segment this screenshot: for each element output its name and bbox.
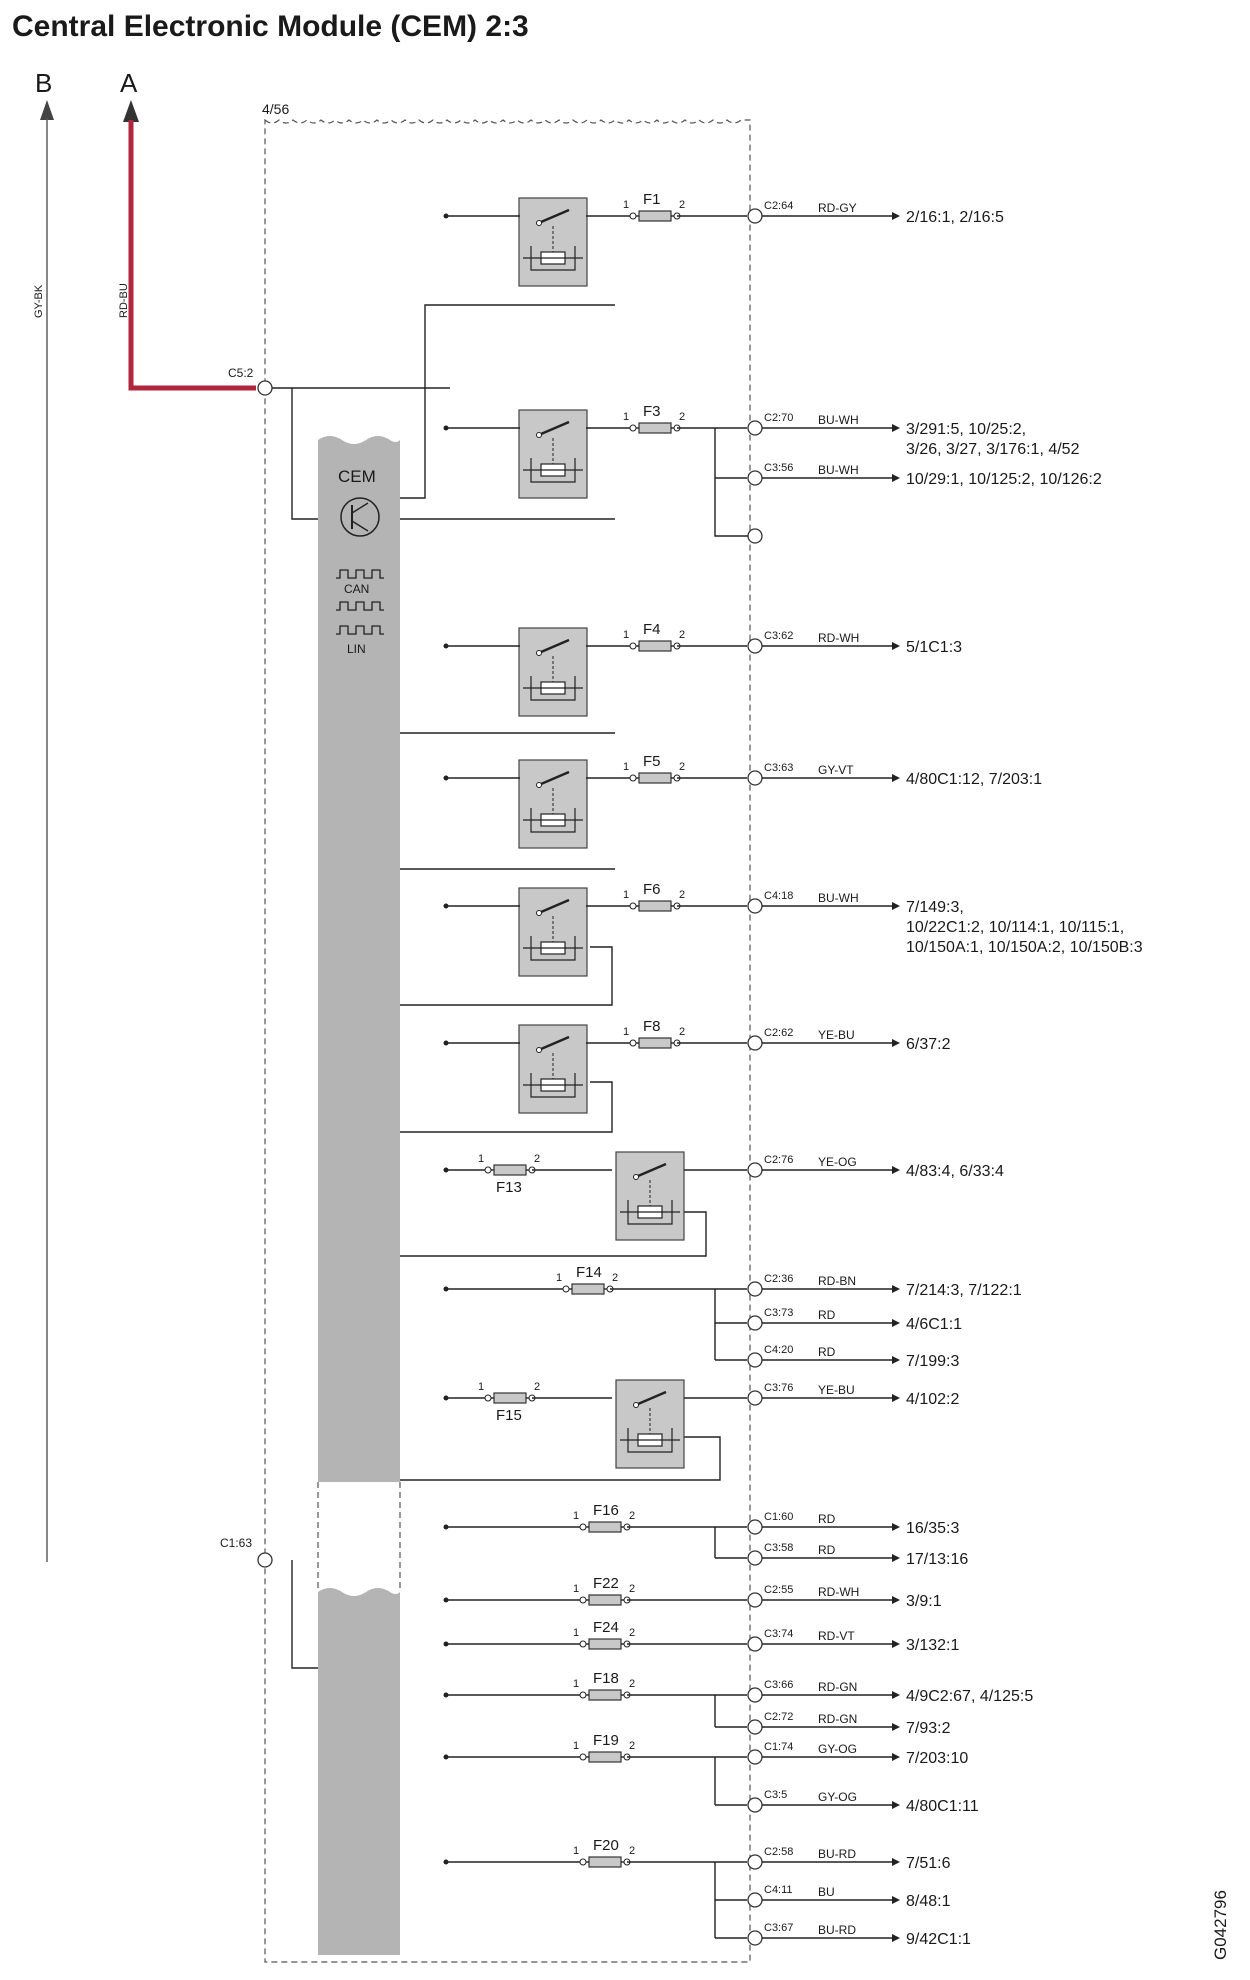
connector-label: C3:5	[764, 1789, 788, 1801]
fuse-f3	[630, 423, 680, 433]
connector-label: C2:70	[764, 412, 794, 424]
connector-label: C3:63	[764, 762, 794, 774]
fuse-label: F1	[643, 191, 661, 208]
connector-label: C4:18	[764, 890, 794, 902]
fuse-pin2-label: 2	[679, 411, 686, 423]
wire-color-label: RD-WH	[818, 1585, 860, 1599]
circuit-row	[444, 1264, 1022, 1299]
fuse-pin1-label: 1	[623, 761, 630, 773]
connector-c163-label: C1:63	[220, 1536, 253, 1550]
destination-ref: 16/35:3	[906, 1520, 960, 1537]
fuse-label: F13	[496, 1179, 522, 1196]
circuit-row	[444, 881, 1143, 976]
fuse-pin1-label: 1	[556, 1272, 563, 1284]
fuse-f18	[580, 1690, 630, 1700]
output-arrow	[892, 1356, 900, 1364]
fuse-label: F6	[643, 881, 661, 898]
wire-color-label: BU-RD	[818, 1847, 856, 1861]
fuse-f24	[580, 1639, 630, 1649]
destination-ref: 8/48:1	[906, 1893, 951, 1910]
output-arrow	[892, 774, 900, 782]
circuit-row	[444, 1670, 1034, 1705]
connector-c52-label: C5:2	[228, 366, 254, 380]
destination-ref: 10/29:1, 10/125:2, 10/126:2	[906, 471, 1102, 488]
connector-label: C2:58	[764, 1846, 794, 1858]
circuit-row	[444, 753, 1043, 848]
destination-ref: 3/26, 3/27, 3/176:1, 4/52	[906, 441, 1080, 458]
connector-label: C3:74	[764, 1628, 794, 1640]
connector-pin	[748, 209, 762, 223]
circuit-row	[444, 1018, 951, 1113]
circuit-row	[444, 1619, 960, 1654]
cem-label: CEM	[338, 467, 376, 486]
relay-icon	[616, 1380, 684, 1468]
ref-a-label: A	[120, 68, 138, 98]
ref-b-label: B	[35, 68, 53, 98]
fuse-f1	[630, 211, 680, 221]
connector-label: C2:62	[764, 1027, 794, 1039]
connector-label: C2:64	[764, 200, 794, 212]
circuit-row	[444, 621, 963, 716]
connector-pin	[748, 1798, 762, 1812]
connector-label: C4:20	[764, 1344, 794, 1356]
circuit-row	[444, 1837, 951, 1872]
output-arrow	[892, 642, 900, 650]
destination-ref: 7/214:3, 7/122:1	[906, 1282, 1022, 1299]
document-id: G042796	[1211, 1890, 1230, 1960]
connector-pin	[748, 1163, 762, 1177]
fuse-pin1-label: 1	[573, 1583, 580, 1595]
fuse-pin2-label: 2	[534, 1381, 541, 1393]
fuse-label: F15	[496, 1407, 522, 1424]
connector-label: C2:55	[764, 1584, 794, 1596]
fuse-f13	[485, 1165, 535, 1175]
destination-ref: 3/291:5, 10/25:2,	[906, 421, 1027, 438]
circuit-row	[444, 1575, 942, 1610]
destination-ref: 7/199:3	[906, 1353, 960, 1370]
wire-color-label: BU-RD	[818, 1923, 856, 1937]
connector-label: C3:76	[764, 1382, 794, 1394]
output-arrow	[892, 1801, 900, 1809]
connector-pin	[748, 1593, 762, 1607]
wire-color-label: BU-WH	[818, 413, 859, 427]
connector-label: C3:67	[764, 1922, 794, 1934]
output-arrow	[892, 1523, 900, 1531]
wire-color-label: RD-WH	[818, 631, 860, 645]
destination-ref: 7/93:2	[906, 1720, 951, 1737]
connector-pin	[748, 1720, 762, 1734]
destination-ref: 17/13:16	[906, 1551, 969, 1568]
fuse-f19	[580, 1752, 630, 1762]
relay-icon	[519, 410, 587, 498]
output-arrow	[892, 1319, 900, 1327]
fuse-f20	[580, 1857, 630, 1867]
circuit-row	[444, 191, 1004, 286]
relay-icon	[519, 888, 587, 976]
connector-label: C2:36	[764, 1273, 794, 1285]
ref-a-wire	[131, 120, 256, 388]
relay-icon	[616, 1152, 684, 1240]
output-arrow	[892, 1640, 900, 1648]
wire-a-label: RD-BU	[118, 283, 130, 318]
destination-ref: 7/203:10	[906, 1750, 969, 1767]
connector-pin	[748, 1931, 762, 1945]
destination-ref: 3/9:1	[906, 1593, 942, 1610]
output-arrow	[892, 1934, 900, 1942]
connector-pin	[748, 1637, 762, 1651]
fuse-pin2-label: 2	[679, 761, 686, 773]
wire-color-label: GY-OG	[818, 1742, 857, 1756]
fuse-pin2-label: 2	[629, 1583, 636, 1595]
connector-label: C1:74	[764, 1741, 794, 1753]
destination-ref: 4/83:4, 6/33:4	[906, 1163, 1004, 1180]
wire-color-label: RD-GN	[818, 1712, 858, 1726]
relay-icon	[519, 1025, 587, 1113]
connector-label: C3:66	[764, 1679, 794, 1691]
destination-ref: 5/1C1:3	[906, 639, 963, 656]
output-arrow	[892, 1166, 900, 1174]
relay-icon	[519, 198, 587, 286]
circuit-row	[444, 1732, 969, 1767]
page-ref: 4/56	[262, 101, 290, 117]
connector-pin	[748, 771, 762, 785]
connector-pin	[748, 899, 762, 913]
fuse-pin1-label: 1	[623, 1026, 630, 1038]
fuse-f6	[630, 901, 680, 911]
wire-color-label: YE-BU	[818, 1383, 855, 1397]
fuse-pin1-label: 1	[573, 1627, 580, 1639]
destination-ref: 4/6C1:1	[906, 1316, 963, 1333]
fuse-f5	[630, 773, 680, 783]
wire-color-label: RD	[818, 1512, 836, 1526]
fuse-pin1-label: 1	[573, 1678, 580, 1690]
connector-pin	[748, 1282, 762, 1296]
fuse-label: F18	[593, 1670, 619, 1687]
wire-color-label: RD-GN	[818, 1680, 858, 1694]
fuse-label: F19	[593, 1732, 619, 1749]
connector-pin	[748, 421, 762, 435]
page-title: Central Electronic Module (CEM) 2:3	[12, 10, 529, 43]
connector-pin	[748, 1893, 762, 1907]
wire-color-label: YE-OG	[818, 1155, 857, 1169]
can-label: CAN	[344, 582, 370, 596]
fuse-pin1-label: 1	[573, 1740, 580, 1752]
destination-ref: 10/150A:1, 10/150A:2, 10/150B:3	[906, 939, 1143, 956]
connector-c52-pin	[258, 381, 272, 395]
wire-color-label: GY-VT	[818, 763, 854, 777]
wire-color-label: BU-WH	[818, 891, 859, 905]
destination-ref: 4/80C1:12, 7/203:1	[906, 771, 1043, 788]
circuit-row	[444, 1152, 1004, 1240]
wire-color-label: YE-BU	[818, 1028, 855, 1042]
fuse-pin2-label: 2	[612, 1272, 619, 1284]
destination-ref: 9/42C1:1	[906, 1931, 971, 1948]
cem-bar-lower	[318, 1588, 400, 1955]
fuse-label: F4	[643, 621, 661, 638]
fuse-f4	[630, 641, 680, 651]
lin-label: LIN	[347, 642, 366, 656]
destination-ref: 4/80C1:11	[906, 1798, 979, 1815]
fuse-label: F16	[593, 1502, 619, 1519]
circuit-row	[444, 1380, 960, 1468]
fuse-label: F3	[643, 403, 661, 420]
output-arrow	[892, 1723, 900, 1731]
fuse-pin1-label: 1	[623, 629, 630, 641]
connector-label: C2:72	[764, 1711, 794, 1723]
output-arrow	[892, 1039, 900, 1047]
output-arrow	[892, 1596, 900, 1604]
wire-color-label: RD	[818, 1308, 836, 1322]
fuse-pin1-label: 1	[478, 1153, 485, 1165]
connector-pin	[748, 1520, 762, 1534]
fuse-pin2-label: 2	[629, 1678, 636, 1690]
connector-pin	[748, 1551, 762, 1565]
wire-color-label: BU	[818, 1885, 835, 1899]
fuse-label: F20	[593, 1837, 619, 1854]
wire-color-label: RD-BN	[818, 1274, 856, 1288]
output-arrow	[892, 1554, 900, 1562]
fuse-label: F22	[593, 1575, 619, 1592]
fuse-rows	[444, 191, 1143, 1948]
fuse-pin2-label: 2	[534, 1153, 541, 1165]
fuse-pin1-label: 1	[623, 411, 630, 423]
wire-b-label: GY-BK	[33, 284, 45, 318]
connector-pin	[748, 471, 762, 485]
c163-drop	[292, 1560, 318, 1668]
output-arrow	[892, 902, 900, 910]
relay-icon	[519, 628, 587, 716]
connector-pin	[748, 1391, 762, 1405]
ref-b-arrowhead	[40, 100, 54, 120]
fuse-pin1-label: 1	[623, 889, 630, 901]
destination-ref: 10/22C1:2, 10/114:1, 10/115:1,	[906, 919, 1125, 936]
fuse-pin2-label: 2	[629, 1510, 636, 1522]
fuse-f16	[580, 1522, 630, 1532]
destination-ref: 2/16:1, 2/16:5	[906, 209, 1004, 226]
fuse-f14	[563, 1284, 613, 1294]
fuse-pin1-label: 1	[573, 1845, 580, 1857]
connector-pin-spare	[748, 529, 762, 543]
fuse-pin1-label: 1	[478, 1381, 485, 1393]
fuse-pin1-label: 1	[573, 1510, 580, 1522]
fuse-label: F5	[643, 753, 661, 770]
wire-color-label: RD-GY	[818, 201, 857, 215]
connector-label: C1:60	[764, 1511, 794, 1523]
connector-label: C3:56	[764, 462, 794, 474]
destination-ref: 4/9C2:67, 4/125:5	[906, 1688, 1034, 1705]
wire-color-label: RD	[818, 1345, 836, 1359]
output-arrow	[892, 1394, 900, 1402]
output-arrow	[892, 1858, 900, 1866]
output-arrow	[892, 212, 900, 220]
ref-a-arrowhead	[123, 100, 139, 122]
destination-ref: 7/51:6	[906, 1855, 951, 1872]
connector-pin	[748, 639, 762, 653]
fuse-pin2-label: 2	[679, 629, 686, 641]
wire-color-label: GY-OG	[818, 1790, 857, 1804]
output-arrow	[892, 1285, 900, 1293]
output-arrow	[892, 1896, 900, 1904]
destination-ref: 3/132:1	[906, 1637, 960, 1654]
output-arrow	[892, 424, 900, 432]
connector-label: C3:62	[764, 630, 794, 642]
wire-color-label: BU-WH	[818, 463, 859, 477]
wire-color-label: RD	[818, 1543, 836, 1557]
fuse-pin2-label: 2	[629, 1845, 636, 1857]
c52-drop	[292, 388, 318, 519]
output-arrow	[892, 1753, 900, 1761]
fuse-f8	[630, 1038, 680, 1048]
connector-label: C4:11	[764, 1884, 793, 1896]
relay-icon	[519, 760, 587, 848]
destination-ref: 6/37:2	[906, 1036, 951, 1053]
fuse-pin2-label: 2	[679, 1026, 686, 1038]
connector-pin	[748, 1036, 762, 1050]
connector-pin	[748, 1688, 762, 1702]
connector-pin	[748, 1855, 762, 1869]
wire-color-label: RD-VT	[818, 1629, 855, 1643]
fuse-pin1-label: 1	[623, 199, 630, 211]
output-arrow	[892, 1691, 900, 1699]
fuse-label: F8	[643, 1018, 661, 1035]
connector-pin	[748, 1353, 762, 1367]
connector-pin	[748, 1316, 762, 1330]
fuse-pin2-label: 2	[629, 1740, 636, 1752]
output-arrow	[892, 474, 900, 482]
connector-c163-pin	[258, 1553, 272, 1567]
fuse-f22	[580, 1595, 630, 1605]
connector-label: C3:73	[764, 1307, 794, 1319]
connector-label: C3:58	[764, 1542, 794, 1554]
destination-ref: 7/149:3,	[906, 899, 964, 916]
circuit-row	[444, 1502, 960, 1537]
connector-label: C2:76	[764, 1154, 794, 1166]
destination-ref: 4/102:2	[906, 1391, 960, 1408]
connector-pin	[748, 1750, 762, 1764]
fuse-pin2-label: 2	[679, 889, 686, 901]
fuse-label: F24	[593, 1619, 619, 1636]
fuse-label: F14	[576, 1264, 602, 1281]
fuse-pin2-label: 2	[629, 1627, 636, 1639]
fuse-pin2-label: 2	[679, 199, 686, 211]
fuse-f15	[485, 1393, 535, 1403]
